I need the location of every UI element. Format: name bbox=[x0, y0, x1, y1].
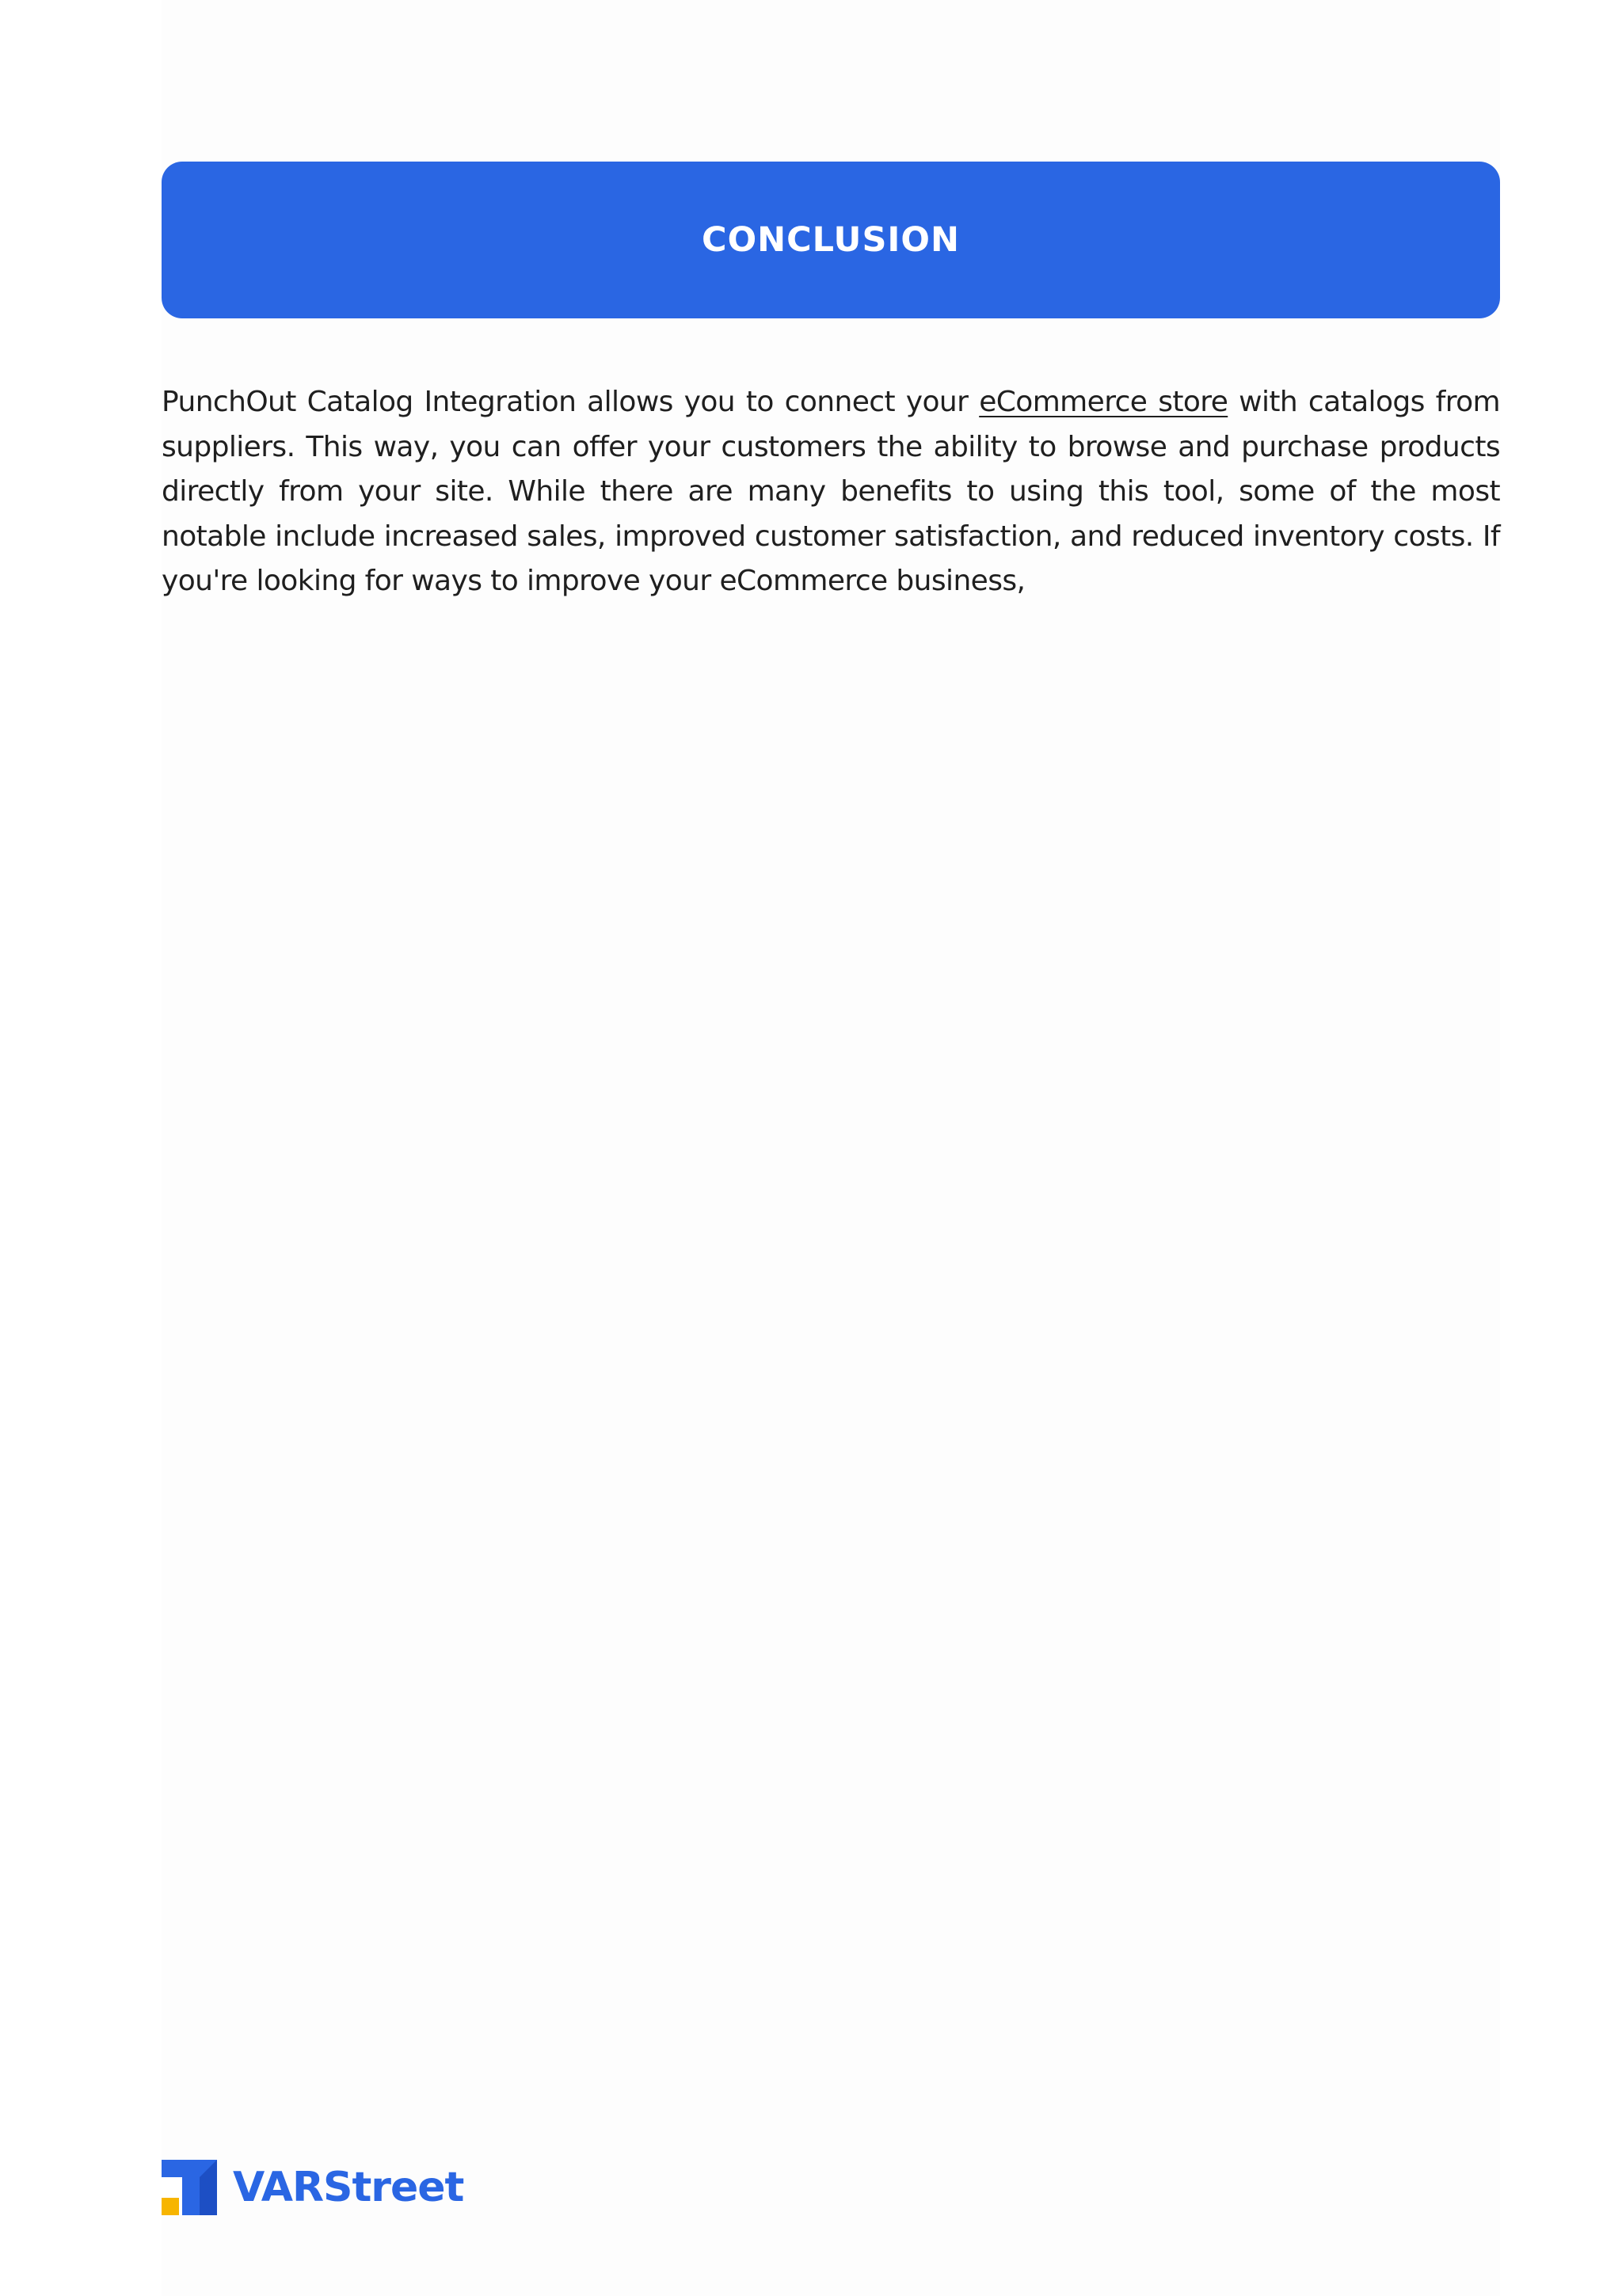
conclusion-paragraph bbox=[162, 380, 1500, 604]
footer-logo bbox=[162, 2159, 463, 2216]
varstreet-logo-icon bbox=[162, 2160, 217, 2215]
section-heading: CONCLUSION bbox=[702, 220, 960, 260]
content-panel bbox=[162, 0, 1500, 2296]
paragraph-text-start: PunchOut Catalog Integration allows you to connect your bbox=[162, 386, 980, 418]
section-header-banner bbox=[162, 162, 1500, 318]
paragraph-text-end: with catalogs from suppliers. This way, you can offer your customers the ability to browse and purchase products directly from your site. While there are many benefits to using this tool, some of the most notable include increased sales, improved customer satisfaction, and reduced inventory costs. If you're looking for ways to improve your eCommerce business, bbox=[162, 386, 1501, 597]
brand-name: VARStreet bbox=[233, 2164, 464, 2211]
ecommerce-store-link[interactable]: eCommerce store bbox=[979, 386, 1228, 418]
